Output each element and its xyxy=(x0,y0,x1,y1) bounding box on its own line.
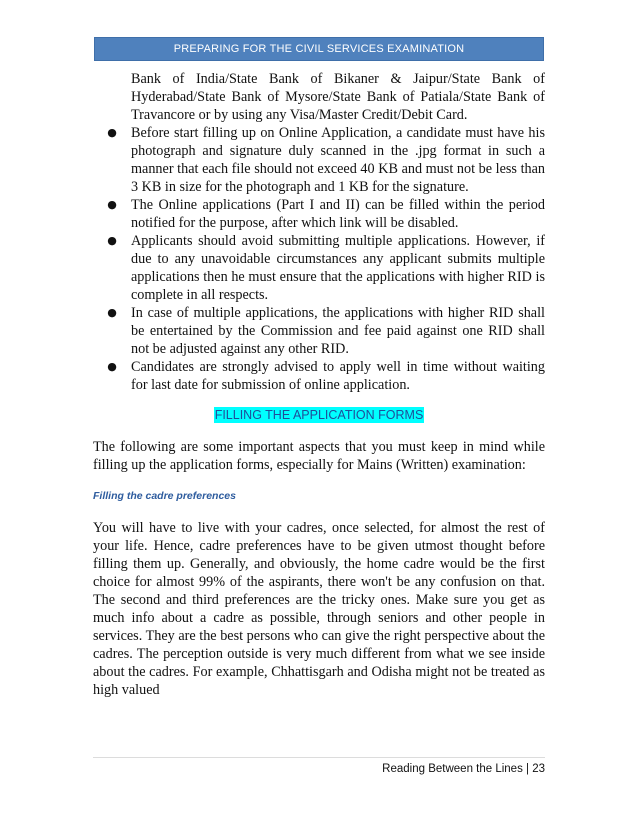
list-item-text: Candidates are strongly advised to apply well in time without waiting for last date for submission of online application. xyxy=(131,359,545,393)
list-item xyxy=(93,358,545,394)
list-item xyxy=(93,196,545,232)
footer-divider xyxy=(93,757,545,758)
bullet-icon: ● xyxy=(107,126,117,139)
sub-heading: Filling the cadre preferences xyxy=(93,490,236,502)
list-item-text: Before start filling up on Online Application, a candidate must have his photograph and signature duly scanned in the .jpg format in such a manner that each file should not exceed 40 KB and must not be less than 3 KB in size for the photograph and 1 KB for the signature. xyxy=(131,125,545,195)
list-item-text: The Online applications (Part I and II) can be filled within the period notified for the purpose, after which link will be disabled. xyxy=(131,197,545,231)
bullet-icon: ● xyxy=(107,198,117,211)
header-title: PREPARING FOR THE CIVIL SERVICES EXAMINATION xyxy=(173,43,465,55)
bullet-icon: ● xyxy=(107,306,117,319)
bullet-list xyxy=(93,124,545,394)
intro-paragraph: The following are some important aspects that you must keep in mind while filling up the application forms, especially for Mains (Written) examination: xyxy=(93,439,545,473)
list-item xyxy=(93,232,545,304)
page-footer: Reading Between the Lines | 23 xyxy=(382,763,545,775)
section-heading: FILLING THE APPLICATION FORMS xyxy=(214,408,424,422)
list-item-text: In case of multiple applications, the applications with higher RID shall be entertained by the Commission and fee paid against one RID shall not be adjusted against any other RID. xyxy=(131,305,545,357)
continued-paragraph: Bank of India/State Bank of Bikaner & Jaipur/State Bank of Hyderabad/State Bank of Mysore/State Bank of Patiala/State Bank of Travancore or by using any Visa/Master Credit/Debit Card. xyxy=(131,71,545,123)
list-item xyxy=(93,304,545,358)
body-paragraph: You will have to live with your cadres, once selected, for almost the rest of your life. Hence, cadre preferences have to be given utmost thought before filling them up. Generally, and obviously, the home cadre would be the first choice for almost 99% of the aspirants, there won't be any confusion on that. The second and third preferences are the tricky ones. Make sure you get as much info about a cadre as possible, through seniors and other people in services. They are the best persons who can give the right perspective about the cadres. The perception outside is very much different from what we see inside about the cadres. For example, Chhattisgarh and Odisha might not be treated as high valued xyxy=(93,520,545,698)
bullet-icon: ● xyxy=(107,234,117,247)
bullet-icon: ● xyxy=(107,360,117,373)
list-item-text: Applicants should avoid submitting multiple applications. However, if due to any unavoidable circumstances any applicant submits multiple applications then he must ensure that the applications with higher RID is complete in all respects. xyxy=(131,233,545,303)
page-header xyxy=(94,37,544,61)
section-heading-container xyxy=(93,406,545,424)
page-content xyxy=(93,70,545,699)
list-item xyxy=(93,124,545,196)
